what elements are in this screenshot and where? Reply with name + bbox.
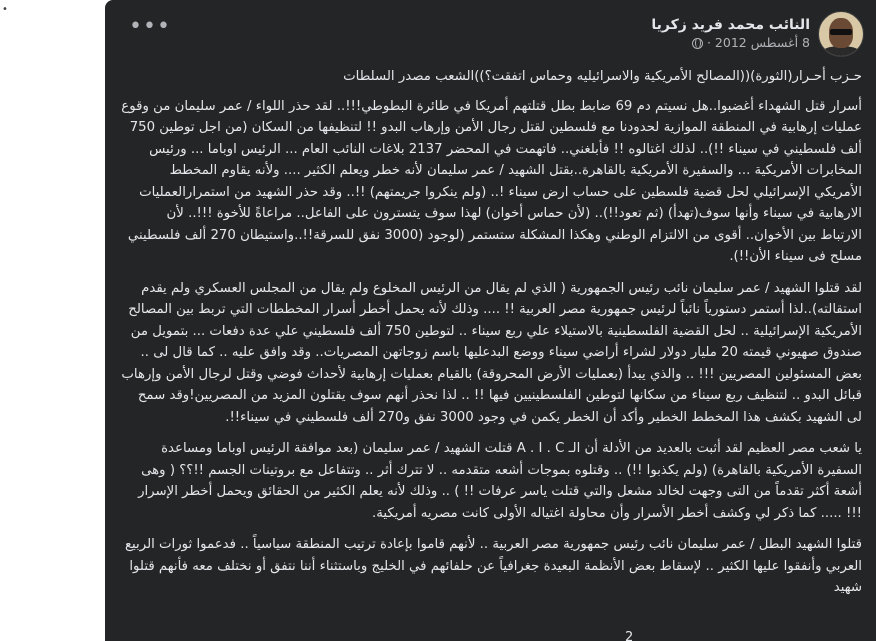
post-date[interactable]: 8 أغسطس 2012 — [714, 35, 810, 50]
post-paragraph-title: حـزب أحـرار(الثورة)((المصالح الأمريكية والاسرائيليه وحماس اتفقت؟))الشعب مصدر السلطات — [343, 69, 862, 84]
facebook-post — [105, 0, 876, 641]
page-number: 2 — [625, 630, 634, 641]
post-meta — [651, 34, 810, 52]
author-block — [651, 16, 810, 52]
corner-dot: • — [2, 4, 8, 15]
more-options-button[interactable]: ••• — [129, 14, 171, 39]
post-paragraph: قتلوا الشهيد البطل / عمر سليمان نائب رئيس جمهورية مصر العربية .. لأنهم قاموا بإعادة ترتيب المنطقة سياسياً .. فدعموا ثورات الربيع العربي وأنفقوا عليها الكثير .. لإسقاط بعض الأنظمة البعيدة جغرافياً عن حلفائهم في الخليج وباستثناء أننا نتفق أو نختلف معه فأنهم قتلوا شهيد — [124, 537, 862, 595]
post-body — [121, 66, 862, 609]
author-avatar[interactable] — [818, 11, 864, 57]
author-name[interactable]: النائب محمد فريد زكريا — [651, 17, 810, 33]
post-paragraph: يا شعب مصر العظيم لقد أثبت بالعديد من الأدلة أن الـ A . I . C قتلت الشهيد / عمر سليمان (بعد موافقة الرئيس اوباما ومساعدة السفيرة الأمريكية بالقاهرة) (ولم يكذبوا !!) .. وقتلوه بموجات أشعه متقدمه .. لا تترك أثر .. وتتفاعل مع بروتينات الجسم !!؟؟ ( وهى أشعة أكثر تقدماً من التى وجهت لخالد مشعل والتي قتلت ياسر عرفات !! ) .. وذلك لأنه يعلم الكثير من الحقائق ويحمل أخطر الإسرار !!! ..... كما ذكر لي وكشف أخطر الأسرار وأن محاولة اغتياله الأولى كانت مصريه أمريكية. — [138, 441, 862, 521]
meta-separator: · — [706, 35, 711, 50]
post-paragraph: أسرار قتل الشهداء أغضبوا..هل نسيتم دم 69 ضابط بطل قتلتهم أمريكا في طائرة البطوطي!!!.. لقد حذر اللواء / عمر سليمان من وقوع عمليات إرهابية في المنطقة الموازية لحدودنا مع فلسطين لقتل رجال الأمن وإرهاب البدو !! لتنظيفها من السكان (من اجل توطين 750 ألف فلسطيني في سيناء !!).. لذلك اغتالوه !! فأبلغني.. فاتهمت في المحضر 2137 بلاغات النائب العام ... الرئيس اوباما ... ورئيس المخابرات الأمريكية ... والسفيرة الأمريكية بالقاهرة..بقتل الشهيد / عمر سليمان لأنه خطر ويعلم الكثير .... ولأنه يقاوم المخطط الأمريكي الإسرائيلي لحل قضية فلسطين على حساب ارض سيناء !.. (ولم ينكروا جريمتهم) !!.. وقد حذر الشهيد من استمرارالعمليات الارهابية في سيناء وأنها سوف(تهدأ) (ثم تعود!!).. (لأن حماس أخوان) لهذا سوف يتسترون على الفاعل.. مراعاةً للأخوة !!!.. لأن الارتباط بين الأخوان.. أقوى من الالتزام الوطني وهكذا المشكلة ستستمر (لوجود (3000 نفق للسرقة!!..واستيطان 270 ألف فلسطيني مسلح فى سيناء الأن!!). — [121, 98, 862, 264]
avatar-glasses — [830, 29, 852, 35]
globe-icon[interactable] — [692, 38, 703, 49]
post-paragraph: لقد قتلوا الشهيد / عمر سليمان نائب رئيس الجمهورية ( الذي لم يقال من الرئيس المخلوع ولم يقال من المجلس العسكري ولم يقدم استقالته)..لذا أستمر دستورياً نائباً لرئيس جمهورية مصر العربية !! .... وذلك لأنه يحمل أخطر أسرار المخططات التي تربط بين المصالح الأمريكية الإسرائيلية .. لحل القضية الفلسطينية بالاستيلاء علي ربع سيناء .. لتوطين 750 ألف فلسطيني علي عدة دفعات ... بتمويل من صندوق صهيوني قيمته 20 مليار دولار لشراء أراضي سيناء ووضع البدعليها باسم زوجاتهن المصريات.. وقد وافق عليه .. كما قال لى .. بعض المسئولين المصريين !!! .. والذي يبدأ (بعمليات الأرض المحروقة) بالقيام بعمليات إرهابية لأحداث فوضي وقتل لرجال الأمن وإرهاب قبائل البدو .. لتنظيف ربع سيناء من سكانها لتوطين الفلسطينيين فيها !! .. لذا نحذر أنهم سوف يقتلون المزيد من المصريين!وقد سمح لى الشهيد بكشف هذا المخطط الخطير وأكد أن الخطر يكمن في وجود 3000 نفق و270 ألف فلسطيني في سيناء!!. — [121, 280, 862, 425]
post-header — [651, 8, 864, 60]
